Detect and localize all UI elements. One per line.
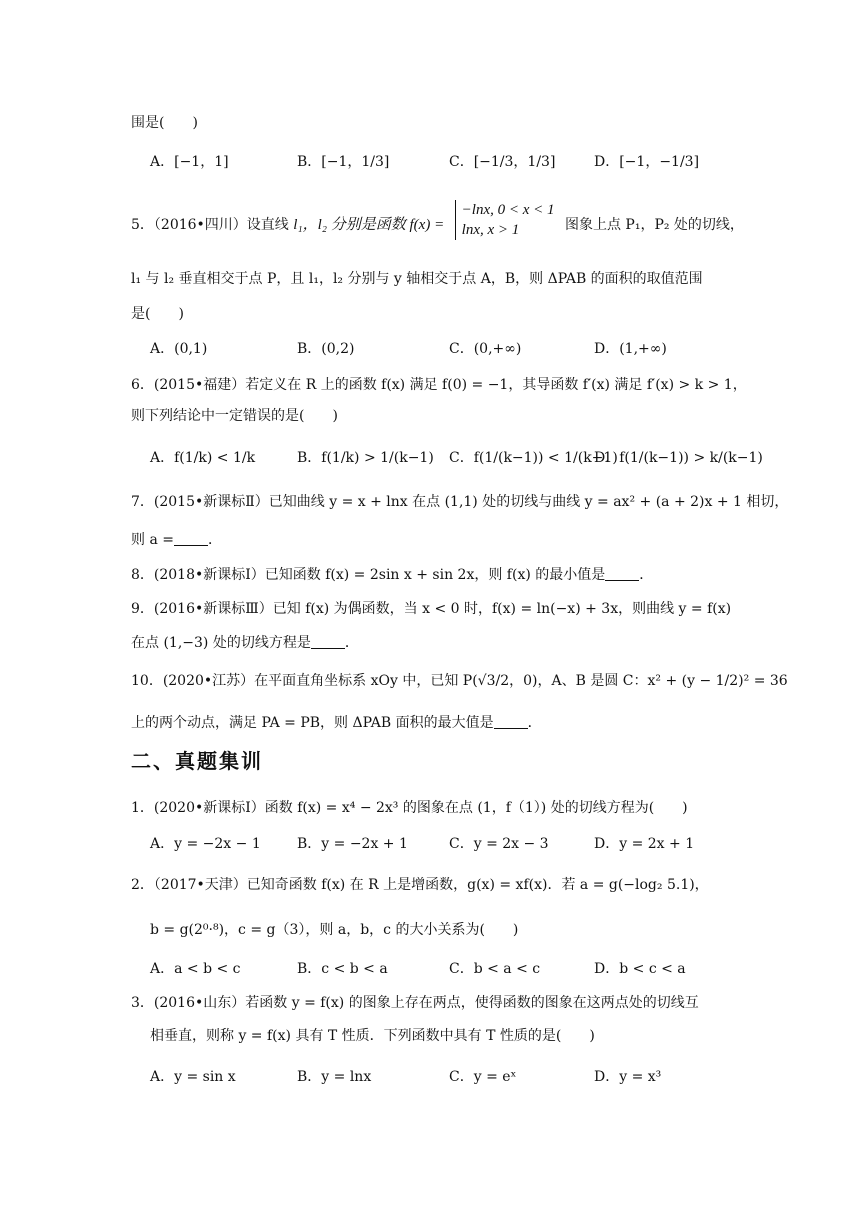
s-q2-line2: b = g(2⁰·⁸)，c = g（3），则 a，b，c 的大小关系为( )	[150, 922, 519, 938]
s-q2-option-c: C．b < a < c	[449, 961, 541, 977]
q5-line2: l₁ 与 l₂ 垂直相交于点 P，且 l₁，l₂ 分别与 y 轴相交于点 A，B，则 ΔPAB 的面积的取值范围	[131, 271, 703, 287]
q6-option-c: C．f(1/(k−1)) < 1/(k−1)	[449, 450, 618, 466]
intro-option-b: B．[−1，1/3]	[297, 154, 390, 170]
s-q3-option-b: B．y = lnx	[297, 1069, 372, 1085]
intro-question-tail: 围是( )	[131, 115, 198, 131]
s-q1-option-d: D．y = 2x + 1	[594, 836, 695, 852]
q9-line2: 在点 (1,−3) 处的切线方程是 ．	[131, 635, 359, 651]
q10-line2: 上的两个动点，满足 PA = PB，则 ΔPAB 面积的最大值是 ．	[131, 715, 542, 731]
q5-option-b: B．(0,2)	[297, 341, 355, 357]
q6-option-d: D．f(1/(k−1)) > k/(k−1)	[594, 450, 763, 466]
s-q2-option-a: A．a < b < c	[150, 961, 241, 977]
q5-mid: l₁，l₂ 分别是函数 f(x) =	[293, 217, 445, 233]
q5-option-d: D．(1,+∞)	[594, 341, 667, 357]
q7-line2-text: 则 a =	[131, 532, 174, 548]
s-q1-option-a: A．y = −2x − 1	[150, 836, 261, 852]
s-q1-option-b: B．y = −2x + 1	[297, 836, 408, 852]
q6-option-b: B．f(1/k) > 1/(k−1)	[297, 450, 434, 466]
q5-suffix: 图象上点 P₁，P₂ 处的切线，	[564, 217, 744, 233]
q9-answer-blank	[311, 636, 345, 649]
s-q3-option-d: D．y = x³	[594, 1069, 662, 1085]
q7-line1: 7．(2015•新课标Ⅱ）已知曲线 y = x + lnx 在点 (1,1) 处的切线与曲线 y = ax² + (a + 2)x + 1 相切，	[131, 494, 789, 510]
s-q3-option-c: C．y = eˣ	[449, 1069, 517, 1085]
q5-option-c: C．(0,+∞)	[449, 341, 522, 357]
section-title: 二、真题集训	[131, 749, 263, 773]
q5-piece2: lnx, x > 1	[461, 222, 520, 238]
q5-piece1: −lnx, 0 < x < 1	[461, 202, 555, 218]
intro-option-c: C．[−1/3，1/3]	[449, 154, 556, 170]
s-q2-option-d: D．b < c < a	[594, 961, 686, 977]
q10-answer-blank	[494, 716, 528, 729]
q10-line1: 10．(2020•江苏）在平面直角坐标系 xOy 中，已知 P(√3/2，0)，A、B 是圆 C：x² + (y − 1/2)² = 36	[131, 673, 788, 689]
q5-line3: 是( )	[131, 306, 184, 322]
s-q3-line2: 相垂直，则称 y = f(x) 具有 T 性质．下列函数中具有 T 性质的是( )	[150, 1028, 595, 1044]
q9-line2-text: 在点 (1,−3) 处的切线方程是	[131, 635, 311, 651]
s-q3-line1: 3．(2016•山东）若函数 y = f(x) 的图象上存在两点，使得函数的图象在这两点处的切线互	[131, 995, 699, 1011]
q10-line2-text: 上的两个动点，满足 PA = PB，则 ΔPAB 面积的最大值是	[131, 715, 494, 731]
q5-option-a: A．(0,1)	[150, 341, 208, 357]
intro-option-a: A．[−1，1]	[150, 154, 229, 170]
s-q1-option-c: C．y = 2x − 3	[449, 836, 549, 852]
q5-piecewise	[455, 200, 555, 240]
q8-text: 8．(2018•新课标Ⅰ）已知函数 f(x) = 2sin x + sin 2x，则 f(x) 的最小值是	[131, 567, 606, 583]
q7-answer-blank	[174, 533, 208, 546]
q7-line2: 则 a = ．	[131, 532, 222, 548]
q8-line1: 8．(2018•新课标Ⅰ）已知函数 f(x) = 2sin x + sin 2x，则 f(x) 的最小值是 ．	[131, 567, 654, 583]
q5-line1	[131, 202, 744, 245]
q5-prefix: 5．（2016•四川）设直线	[131, 217, 289, 233]
s-q2-option-b: B．c < b < a	[297, 961, 388, 977]
s-q3-option-a: A．y = sin x	[150, 1069, 236, 1085]
q6-line2: 则下列结论中一定错误的是( )	[131, 408, 338, 424]
intro-option-d: D．[−1，−1/3]	[594, 154, 700, 170]
s-q1-line1: 1．(2020•新课标Ⅰ）函数 f(x) = x⁴ − 2x³ 的图象在点 (1，f（1）) 处的切线方程为( )	[131, 800, 688, 816]
s-q2-line1: 2．（2017•天津）已知奇函数 f(x) 在 R 上是增函数，g(x) = xf(x)．若 a = g(−log₂ 5.1)，	[131, 877, 709, 893]
q6-option-a: A．f(1/k) < 1/k	[150, 450, 256, 466]
q6-line1: 6．(2015•福建）若定义在 R 上的函数 f(x) 满足 f(0) = −1，其导函数 f′(x) 满足 f′(x) > k > 1，	[131, 377, 747, 393]
q8-answer-blank	[605, 568, 639, 581]
q9-line1: 9．(2016•新课标Ⅲ）已知 f(x) 为偶函数，当 x < 0 时，f(x) = ln(−x) + 3x，则曲线 y = f(x)	[131, 601, 732, 617]
